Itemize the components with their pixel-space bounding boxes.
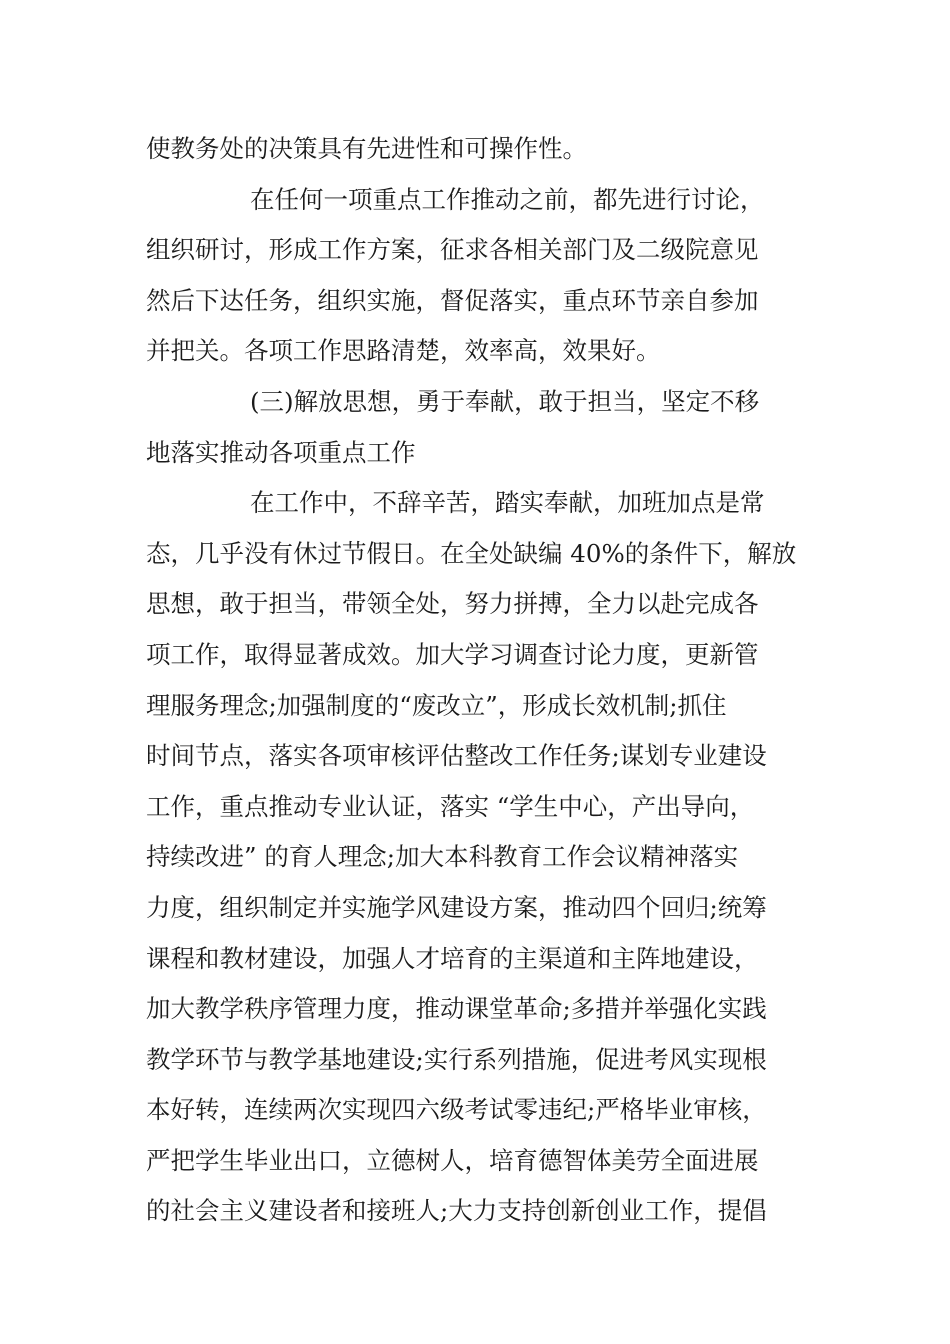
text-line: 然后下达任务，组织实施，督促落实，重点环节亲自参加 (146, 285, 759, 315)
text-line: 项工作，取得显著成效。加大学习调查讨论力度，更新管 (146, 639, 759, 669)
text-line: 加大教学秩序管理力度，推动课堂革命;多措并举强化实践 (146, 994, 767, 1024)
text-line: 理服务理念;加强制度的“废改立”，形成长效机制;抓住 (146, 690, 727, 720)
text-line: 本好转，连续两次实现四六级考试零违纪;严格毕业审核， (146, 1095, 767, 1125)
section-heading-line: (三)解放思想，勇于奉献，敢于担当，坚定不移 (250, 386, 760, 416)
text-line: 并把关。各项工作思路清楚，效率高，效果好。 (146, 336, 661, 366)
text-line: 态，几乎没有休过节假日。在全处缺编 40%的条件下，解放 (146, 538, 797, 568)
text-line: 工作，重点推动专业认证，落实 “学生中心，产出导向， (146, 791, 755, 821)
paragraph-first-line: 在工作中，不辞辛苦，踏实奉献，加班加点是常 (250, 488, 765, 518)
text-line: 力度，组织制定并实施学风建设方案，推动四个回归;统筹 (146, 892, 767, 922)
text-line: 时间节点，落实各项审核评估整改工作任务;谋划专业建设 (146, 741, 767, 771)
text-line: 组织研讨，形成工作方案，征求各相关部门及二级院意见 (146, 235, 759, 265)
text-line: 的社会主义建设者和接班人;大力支持创新创业工作，提倡 (146, 1196, 767, 1226)
section-heading-line: 地落实推动各项重点工作 (146, 437, 416, 467)
text-line: 课程和教材建设，加强人才培育的主渠道和主阵地建设， (146, 943, 759, 973)
text-line: 思想，敢于担当，带领全处，努力拼搏，全力以赴完成各 (146, 589, 759, 619)
text-line: 教学环节与教学基地建设;实行系列措施，促进考风实现根 (146, 1044, 767, 1074)
text-line: 持续改进” 的育人理念;加大本科教育工作会议精神落实 (146, 842, 739, 872)
text-line: 严把学生毕业出口，立德树人，培育德智体美劳全面进展 (146, 1145, 759, 1175)
paragraph-first-line: 在任何一项重点工作推动之前，都先进行讨论， (250, 184, 765, 214)
document-body (146, 124, 810, 1237)
text-line: 使教务处的决策具有先进性和可操作性。 (146, 134, 587, 163)
